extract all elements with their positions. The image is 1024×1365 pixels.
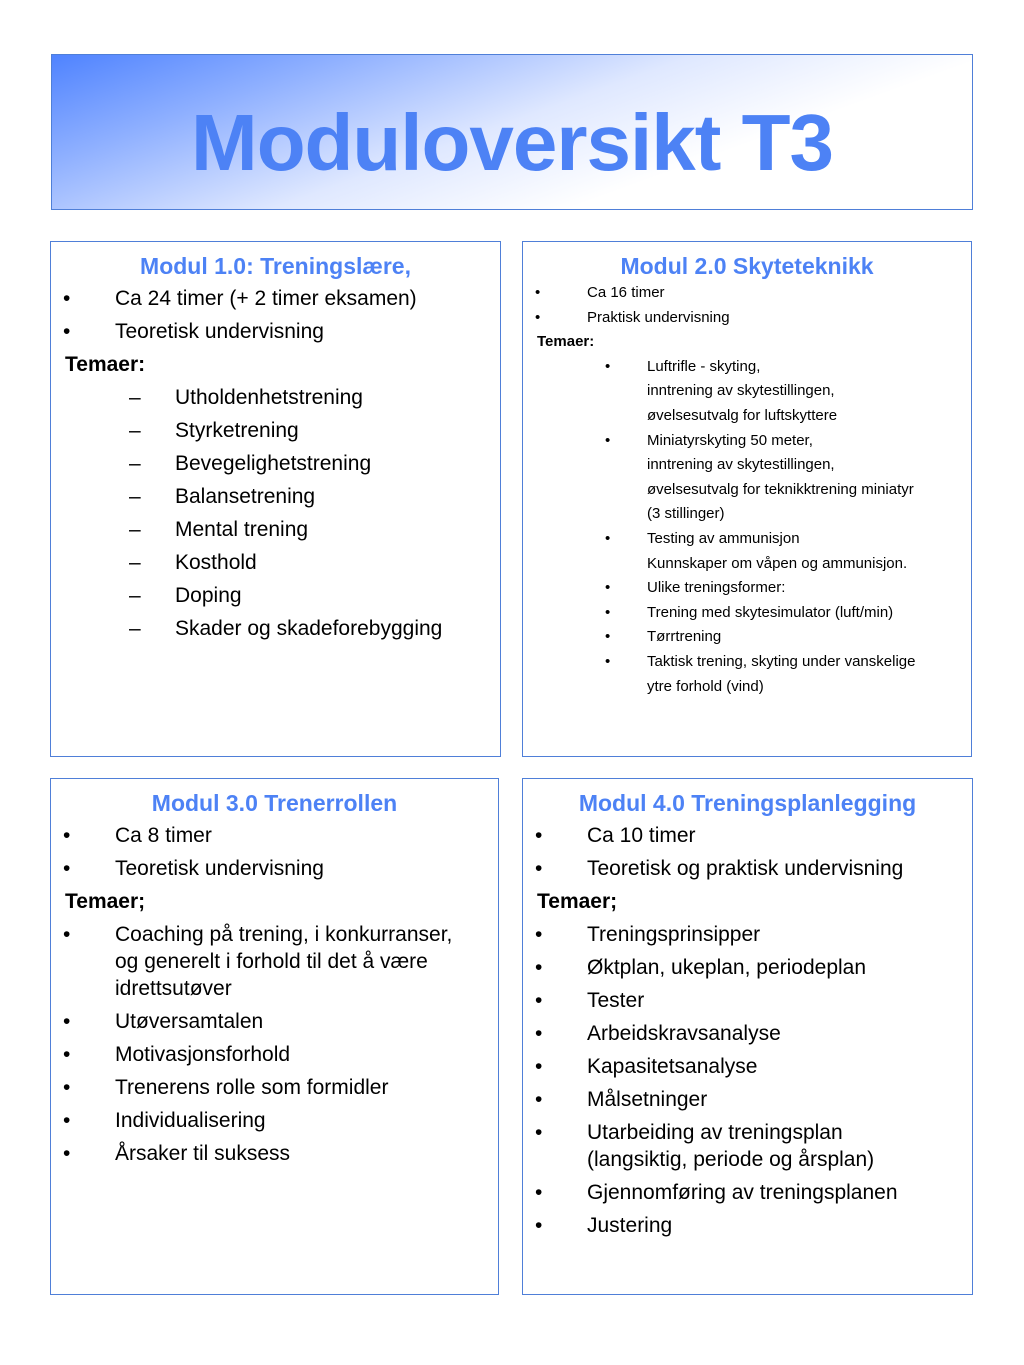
list-item <box>51 1137 498 1170</box>
themes-label: Temaer; <box>537 890 618 913</box>
list-item-text: Individualisering <box>115 1109 266 1132</box>
themes-label: Temaer: <box>537 333 595 351</box>
dash-icon: – <box>129 617 141 640</box>
dash-icon: – <box>129 386 141 409</box>
list-item <box>51 414 500 447</box>
list-item-text: Kunnskaper om våpen og ammunisjon. <box>647 554 908 572</box>
list-item-text: Utøversamtalen <box>115 1010 264 1033</box>
list-item <box>51 447 500 480</box>
list-item-text: Trenerens rolle som formidler <box>115 1076 389 1099</box>
list-item <box>51 819 498 852</box>
list-item <box>523 1083 972 1116</box>
list-item-text: Bevegelighetstrening <box>175 452 372 475</box>
list-item-text: Coaching på trening, i konkurranser, <box>115 923 453 946</box>
list-item <box>523 429 971 527</box>
list-item-text: Tester <box>587 989 645 1012</box>
module-4-heading: Modul 4.0 Treningsplanlegging <box>578 790 917 816</box>
bullet-icon: • <box>605 628 611 646</box>
dash-icon: – <box>129 485 141 508</box>
list-item <box>523 984 972 1017</box>
list-item <box>51 579 500 612</box>
list-item <box>523 650 971 699</box>
list-item-text: Justering <box>587 1214 673 1237</box>
list-item <box>51 612 500 645</box>
bullet-icon: • <box>535 923 543 946</box>
list-item <box>51 1038 498 1071</box>
list-item <box>51 480 500 513</box>
list-item <box>51 282 500 315</box>
list-item-text: Tørrtrening <box>647 628 722 646</box>
bullet-icon: • <box>63 1142 71 1165</box>
list-item <box>523 852 972 885</box>
list-item <box>51 1104 498 1137</box>
bullet-icon: • <box>63 320 71 343</box>
bullet-icon: • <box>605 603 611 621</box>
list-item <box>51 546 500 579</box>
bullet-icon: • <box>535 1088 543 1111</box>
list-item-text: Skader og skadeforebygging <box>175 617 443 640</box>
bullet-icon: • <box>605 529 611 547</box>
bullet-icon: • <box>535 989 543 1012</box>
dash-icon: – <box>129 551 141 574</box>
list-item-text: Ulike treningsformer: <box>647 579 786 597</box>
list-item-text: Øktplan, ukeplan, periodeplan <box>587 956 867 979</box>
module-1-info-list <box>51 282 500 348</box>
list-item <box>523 1176 972 1209</box>
bullet-icon: • <box>63 824 71 847</box>
bullet-icon: • <box>63 1109 71 1132</box>
list-item <box>51 381 500 414</box>
themes-label: Temaer: <box>65 353 146 376</box>
bullet-icon: • <box>535 308 541 326</box>
bullet-icon: • <box>535 1055 543 1078</box>
list-item <box>523 1116 972 1176</box>
list-item-text: Doping <box>175 584 242 607</box>
bullet-icon: • <box>63 1043 71 1066</box>
bullet-icon: • <box>63 857 71 880</box>
module-1-themes-list <box>51 381 500 645</box>
list-item <box>523 1209 972 1242</box>
bullet-icon: • <box>63 1076 71 1099</box>
module-4-themes-list <box>523 918 972 1242</box>
list-item <box>51 1005 498 1038</box>
list-item-text: Luftrifle - skyting, <box>647 357 761 375</box>
module-2-themes-list <box>523 355 971 699</box>
module-2-info-list <box>523 281 971 330</box>
list-item-text: Kapasitetsanalyse <box>587 1055 758 1078</box>
list-item-text: inntrening av skytestillingen, <box>647 456 835 474</box>
list-item-text: Treningsprinsipper <box>587 923 761 946</box>
module-4-box <box>522 778 973 1295</box>
dash-icon: – <box>129 419 141 442</box>
bullet-icon: • <box>605 431 611 449</box>
bullet-icon: • <box>535 284 541 301</box>
module-1-box <box>50 241 501 757</box>
list-item-text: Kosthold <box>175 551 257 574</box>
list-item-text: idrettsutøver <box>115 977 232 1000</box>
list-item-text: ytre forhold (vind) <box>647 677 764 695</box>
list-item-text: Årsaker til suksess <box>115 1142 291 1165</box>
list-item-text: Utholdenhetstrening <box>175 386 363 409</box>
list-item <box>51 513 500 546</box>
bullet-icon: • <box>535 1214 543 1237</box>
bullet-icon: • <box>63 923 71 946</box>
list-item-text: Mental trening <box>175 518 309 541</box>
list-item-text: Teoretisk undervisning <box>115 857 324 880</box>
list-item-text: Trening med skytesimulator (luft/min) <box>647 603 894 621</box>
list-item <box>523 819 972 852</box>
bullet-icon: • <box>605 579 611 597</box>
bullet-icon: • <box>535 1181 543 1204</box>
list-item <box>51 852 498 885</box>
bullet-icon: • <box>535 824 543 847</box>
bullet-icon: • <box>535 857 543 880</box>
module-3-themes-list <box>51 918 498 1170</box>
bullet-icon: • <box>535 956 543 979</box>
bullet-icon: • <box>63 287 71 310</box>
list-item <box>523 951 972 984</box>
dash-icon: – <box>129 584 141 607</box>
list-item-text: Ca 8 timer <box>115 824 212 847</box>
list-item-text: Ca 24 timer (+ 2 timer eksamen) <box>115 287 417 310</box>
list-item-text: Styrketrening <box>175 419 299 442</box>
list-item-text: Utarbeiding av treningsplan <box>587 1121 843 1144</box>
list-item <box>523 1017 972 1050</box>
list-item-text: Teoretisk og praktisk undervisning <box>587 857 904 880</box>
list-item <box>523 576 971 601</box>
list-item <box>523 306 971 331</box>
list-item-text: Målsetninger <box>587 1088 708 1111</box>
module-2-box <box>522 241 972 757</box>
dash-icon: – <box>129 452 141 475</box>
list-item-text: Testing av ammunisjon <box>647 529 800 547</box>
title-banner <box>51 54 973 210</box>
list-item <box>523 355 971 429</box>
dash-icon: – <box>129 518 141 541</box>
list-item-text: Ca 16 timer <box>587 284 665 301</box>
list-item-text: Taktisk trening, skyting under vanskelige <box>647 652 916 670</box>
list-item <box>523 625 971 650</box>
bullet-icon: • <box>63 1010 71 1033</box>
list-item-text: Balansetrening <box>175 485 316 508</box>
list-item-text: (3 stillinger) <box>647 505 725 523</box>
bullet-icon: • <box>535 1022 543 1045</box>
list-item-text: Gjennomføring av treningsplanen <box>587 1181 898 1204</box>
list-item-text: øvelsesutvalg for teknikktrening miniatyr <box>647 480 914 498</box>
list-item <box>51 918 498 1005</box>
list-item-text: øvelsesutvalg for luftskyttere <box>647 406 838 424</box>
list-item <box>51 315 500 348</box>
list-item-text: Praktisk undervisning <box>587 308 730 326</box>
list-item-text: inntrening av skytestillingen, <box>647 382 835 400</box>
bullet-icon: • <box>605 652 611 670</box>
themes-label: Temaer; <box>65 890 146 913</box>
list-item-text: Miniatyrskyting 50 meter, <box>647 431 813 449</box>
list-item <box>51 1071 498 1104</box>
module-3-heading: Modul 3.0 Trenerrollen <box>151 790 398 816</box>
module-3-box <box>50 778 499 1295</box>
list-item <box>523 527 971 576</box>
list-item <box>523 1050 972 1083</box>
module-2-heading: Modul 2.0 Skyteteknikk <box>620 253 874 279</box>
bullet-icon: • <box>605 357 611 375</box>
module-3-info-list <box>51 819 498 885</box>
list-item-text: Teoretisk undervisning <box>115 320 324 343</box>
bullet-icon: • <box>535 1121 543 1144</box>
module-4-info-list <box>523 819 972 885</box>
list-item-text: Ca 10 timer <box>587 824 696 847</box>
module-1-heading: Modul 1.0: Treningslære, <box>140 253 411 279</box>
list-item-text: og generelt i forhold til det å være <box>115 950 428 973</box>
list-item-text: Motivasjonsforhold <box>115 1043 291 1066</box>
list-item-text: Arbeidskravsanalyse <box>587 1022 781 1045</box>
list-item-text: (langsiktig, periode og årsplan) <box>587 1148 875 1171</box>
list-item <box>523 601 971 626</box>
list-item <box>523 918 972 951</box>
page-title: Moduloversikt T3 <box>191 98 833 187</box>
list-item <box>523 281 971 306</box>
